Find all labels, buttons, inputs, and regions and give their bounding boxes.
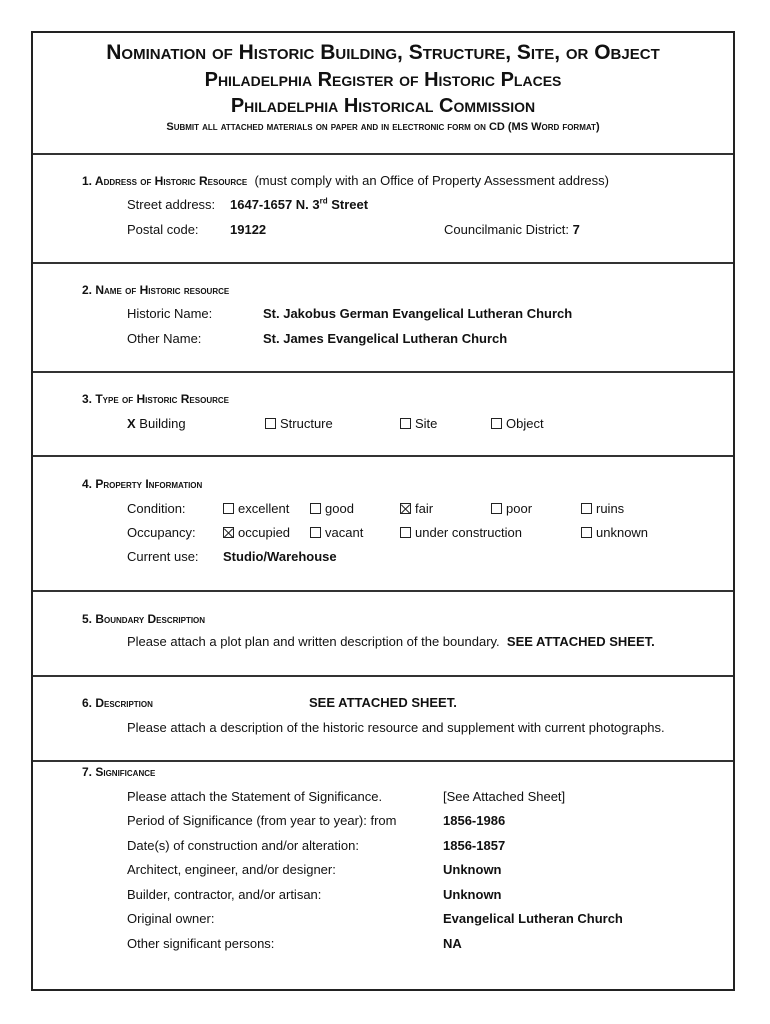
significance-row-value: 1856-1857 <box>443 838 506 853</box>
significance-row-value: NA <box>443 936 462 951</box>
nomination-form <box>31 31 735 991</box>
condition-poor-option[interactable]: poor <box>491 501 532 517</box>
occupancy-under-construction-option[interactable]: under construction <box>400 525 522 541</box>
occupied-checkbox-checked <box>223 527 234 538</box>
site-checkbox <box>400 418 411 429</box>
occupancy-vacant-option[interactable]: vacant <box>310 525 363 541</box>
significance-row-label: Builder, contractor, and/or artisan: <box>127 887 322 902</box>
fair-checkbox-checked <box>400 503 411 514</box>
type-building-option[interactable]: X Building <box>127 416 186 431</box>
significance-row-label: Date(s) of construction and/or alteration: <box>127 838 359 853</box>
section-2-title: 2. Name of Historic resource <box>82 283 230 297</box>
significance-row-value: Evangelical Lutheran Church <box>443 911 623 926</box>
condition-good-option[interactable]: good <box>310 501 354 517</box>
section-divider <box>33 371 733 373</box>
section-divider <box>33 675 733 677</box>
other-name-label: Other Name: <box>127 331 202 346</box>
section-divider <box>33 455 733 457</box>
description-see-attached: SEE ATTACHED SHEET. <box>309 695 457 710</box>
significance-row-label: Please attach the Statement of Significance. <box>127 789 383 804</box>
significance-row-value: [See Attached Sheet] <box>443 789 566 804</box>
historic-name-label: Historic Name: <box>127 306 213 321</box>
section-1-heading <box>82 173 609 189</box>
condition-excellent-option[interactable]: excellent <box>223 501 289 517</box>
current-use-label: Current use: <box>127 549 199 564</box>
building-x-mark: X <box>127 416 136 431</box>
section-1-note: (must comply with an Office of Property Assessment address) <box>254 173 609 188</box>
postal-code-label: Postal code: <box>127 222 199 237</box>
condition-fair-option[interactable]: fair <box>400 501 433 517</box>
street-address-label: Street address: <box>127 197 216 212</box>
section-7-title: 7. Significance <box>82 765 156 779</box>
type-site-option[interactable]: Site <box>400 416 437 432</box>
section-divider <box>33 153 733 155</box>
significance-row-label: Period of Significance (from year to year): from <box>127 813 397 828</box>
section-divider <box>33 590 733 592</box>
good-checkbox <box>310 503 321 514</box>
street-address-value: 1647-1657 N. 3rd Street <box>230 196 369 212</box>
under-construction-checkbox <box>400 527 411 538</box>
section-divider <box>33 262 733 264</box>
structure-checkbox <box>265 418 276 429</box>
current-use-value: Studio/Warehouse <box>223 549 337 564</box>
object-checkbox <box>491 418 502 429</box>
significance-row-value: Unknown <box>443 887 502 902</box>
type-structure-option[interactable]: Structure <box>265 416 333 432</box>
occupancy-label: Occupancy: <box>127 525 196 540</box>
form-title: Nomination of Historic Building, Structure, Site, or Object <box>106 41 660 64</box>
occupancy-occupied-option[interactable]: occupied <box>223 525 290 541</box>
section-5-title: 5. Boundary Description <box>82 612 206 626</box>
significance-row-value: 1856-1986 <box>443 813 506 828</box>
type-object-option[interactable]: Object <box>491 416 544 432</box>
ruins-checkbox <box>581 503 592 514</box>
significance-row-label: Original owner: <box>127 911 215 926</box>
commission-title: Philadelphia Historical Commission <box>230 95 536 117</box>
unknown-checkbox <box>581 527 592 538</box>
section-divider <box>33 760 733 762</box>
occupancy-unknown-option[interactable]: unknown <box>581 525 648 541</box>
significance-row-label: Architect, engineer, and/or designer: <box>127 862 336 877</box>
submit-instructions: Submit all attached materials on paper and in electronic form on CD (MS Word format) <box>166 121 600 133</box>
section-4-title: 4. Property Information <box>82 477 203 491</box>
vacant-checkbox <box>310 527 321 538</box>
poor-checkbox <box>491 503 502 514</box>
description-instructions: Please attach a description of the historic resource and supplement with current photographs. <box>127 720 665 735</box>
significance-row-value: Unknown <box>443 862 502 877</box>
other-name-value: St. James Evangelical Lutheran Church <box>263 331 508 346</box>
historic-name-value: St. Jakobus German Evangelical Lutheran Church <box>263 306 573 321</box>
postal-code-value: 19122 <box>230 222 267 237</box>
excellent-checkbox <box>223 503 234 514</box>
boundary-see-attached: SEE ATTACHED SHEET. <box>506 634 655 649</box>
boundary-instructions: Please attach a plot plan and written description of the boundary. SEE ATTACHED SHEET. <box>127 634 655 649</box>
significance-row-label: Other significant persons: <box>127 936 275 951</box>
section-1-title: 1. Address of Historic Resource <box>82 174 248 188</box>
section-6-title: 6. Description <box>82 696 153 710</box>
condition-label: Condition: <box>127 501 186 516</box>
condition-ruins-option[interactable]: ruins <box>581 501 624 517</box>
register-title: Philadelphia Register of Historic Places <box>204 69 562 91</box>
councilmanic-district: Councilmanic District: 7 <box>444 222 580 237</box>
section-3-title: 3. Type of Historic Resource <box>82 392 229 406</box>
